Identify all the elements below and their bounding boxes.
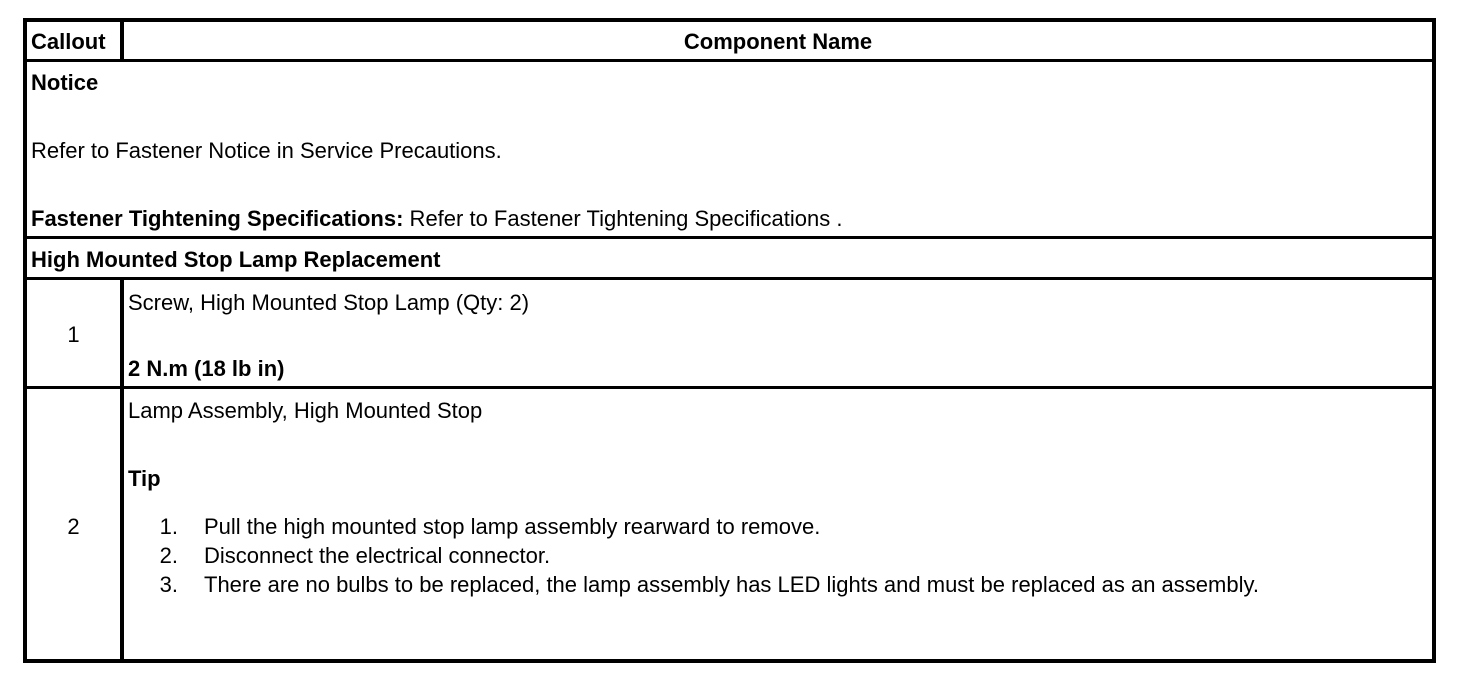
tip-step <box>152 570 1259 599</box>
section-divider <box>27 277 1432 280</box>
row-2-callout: 2 <box>67 514 80 539</box>
tip-label: Tip <box>128 466 161 491</box>
header-callout: Callout <box>31 29 106 54</box>
section-title: High Mounted Stop Lamp Replacement <box>31 247 441 272</box>
tip-step-text: There are no bulbs to be replaced, the lamp assembly has LED lights and must be replaced as an assembly. <box>204 572 1259 597</box>
row-divider <box>27 386 1432 389</box>
row-1-callout: 1 <box>67 322 80 347</box>
row-1-name: Screw, High Mounted Stop Lamp (Qty: 2) <box>128 290 530 315</box>
row-1-torque: 2 N.m (18 lb in) <box>128 356 285 381</box>
notice-title: Notice <box>31 70 99 95</box>
header-divider <box>27 59 1432 62</box>
fastener-spec-label: Fastener Tightening Specifications: <box>31 206 404 231</box>
tip-step-number: 1. <box>159 514 178 539</box>
tip-step <box>152 512 1259 541</box>
tip-step <box>152 541 1259 570</box>
row-2-name: Lamp Assembly, High Mounted Stop <box>128 398 483 423</box>
header-component-name: Component Name <box>683 29 873 54</box>
tip-steps-list <box>152 512 1259 599</box>
notice-text: Refer to Fastener Notice in Service Precautions. <box>31 138 502 163</box>
tip-step-number: 3. <box>159 572 178 597</box>
tip-step-text: Pull the high mounted stop lamp assembly rearward to remove. <box>204 514 821 539</box>
fastener-spec-text: Refer to Fastener Tightening Specifications . <box>403 206 843 231</box>
tip-step-text: Disconnect the electrical connector. <box>204 543 551 568</box>
rows-column-divider <box>120 280 124 659</box>
fastener-spec-line <box>31 206 842 232</box>
notice-divider <box>27 236 1432 239</box>
tip-step-number: 2. <box>159 543 178 568</box>
